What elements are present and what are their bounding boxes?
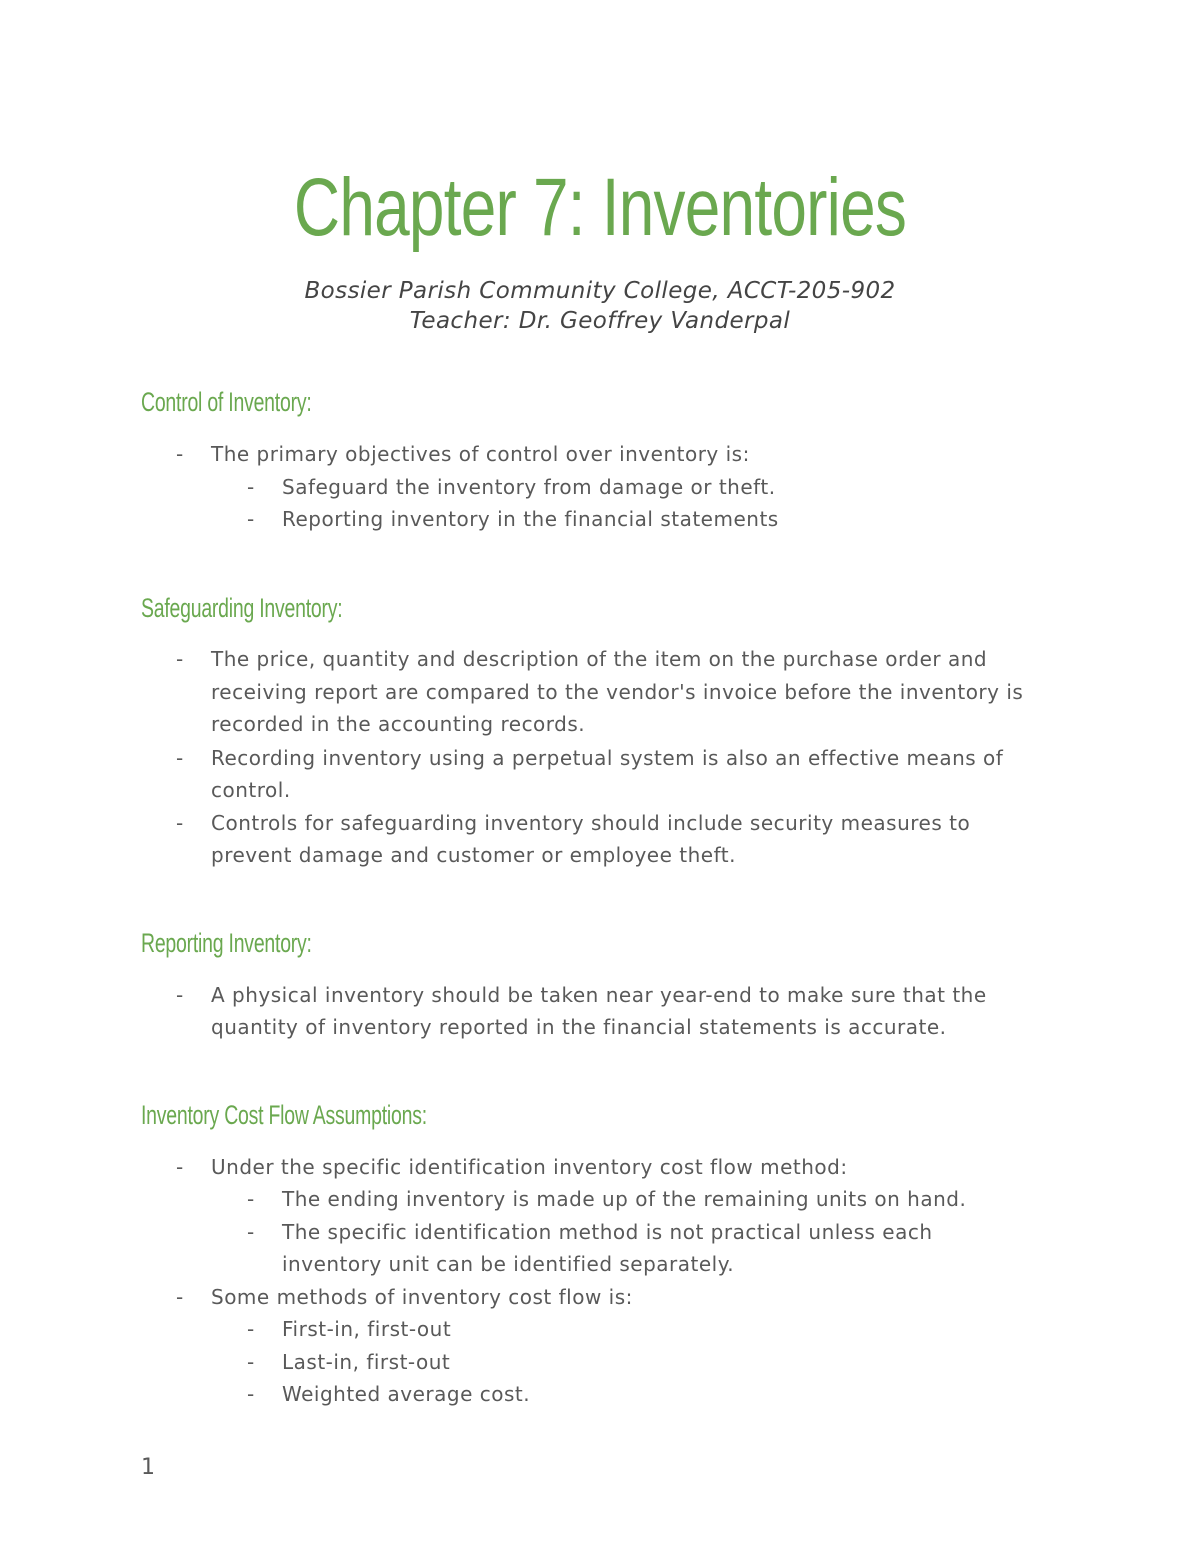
section-heading: Inventory Cost Flow Assumptions: <box>141 1100 427 1130</box>
bullet-dash: - <box>176 442 184 466</box>
bullet-dash: - <box>176 983 184 1007</box>
list-item-text: receiving report are compared to the vendor's invoice before the inventory is <box>211 680 1024 704</box>
list-item-text: The ending inventory is made up of the remaining units on hand. <box>282 1187 967 1211</box>
bullet-dash: - <box>247 1187 255 1211</box>
bullet-dash: - <box>176 1285 184 1309</box>
bullet-dash: - <box>247 1382 255 1406</box>
section-heading: Safeguarding Inventory: <box>141 593 343 623</box>
list-item-text: inventory unit can be identified separately. <box>282 1252 735 1276</box>
page-title: Chapter 7: Inventories <box>293 162 907 253</box>
list-item-text: The primary objectives of control over inventory is: <box>211 442 750 466</box>
list-item-text: control. <box>211 778 291 802</box>
bullet-dash: - <box>176 811 184 835</box>
list-item-text: Safeguard the inventory from damage or theft. <box>282 475 776 499</box>
list-item-text: Weighted average cost. <box>282 1382 531 1406</box>
list-item-text: The specific identification method is not practical unless each <box>282 1220 933 1244</box>
list-item-text: Recording inventory using a perpetual system is also an effective means of <box>211 746 1004 770</box>
bullet-dash: - <box>247 475 255 499</box>
bullet-dash: - <box>247 1317 255 1341</box>
bullet-dash: - <box>176 746 184 770</box>
bullet-dash: - <box>176 647 184 671</box>
subtitle-teacher: Teacher: Dr. Geoffrey Vanderpal <box>409 308 791 334</box>
list-item-text: A physical inventory should be taken near year-end to make sure that the <box>211 983 987 1007</box>
bullet-dash: - <box>247 1220 255 1244</box>
section-heading: Reporting Inventory: <box>141 928 312 958</box>
list-item-text: Reporting inventory in the financial statements <box>282 507 779 531</box>
list-item-text: quantity of inventory reported in the financial statements is accurate. <box>211 1015 947 1039</box>
page-number: 1 <box>141 1455 155 1480</box>
section-heading: Control of Inventory: <box>141 387 312 417</box>
bullet-dash: - <box>247 1350 255 1374</box>
list-item-text: recorded in the accounting records. <box>211 712 586 736</box>
list-item-text: Some methods of inventory cost flow is: <box>211 1285 633 1309</box>
bullet-dash: - <box>247 507 255 531</box>
bullet-dash: - <box>176 1155 184 1179</box>
list-item-text: First-in, first-out <box>282 1317 452 1341</box>
list-item-text: Controls for safeguarding inventory should include security measures to <box>211 811 971 835</box>
list-item-text: prevent damage and customer or employee theft. <box>211 843 736 867</box>
list-item-text: Under the specific identification inventory cost flow method: <box>211 1155 848 1179</box>
list-item-text: Last-in, first-out <box>282 1350 451 1374</box>
subtitle-institution: Bossier Parish Community College, ACCT-205-902 <box>304 278 896 304</box>
list-item-text: The price, quantity and description of the item on the purchase order and <box>211 647 988 671</box>
